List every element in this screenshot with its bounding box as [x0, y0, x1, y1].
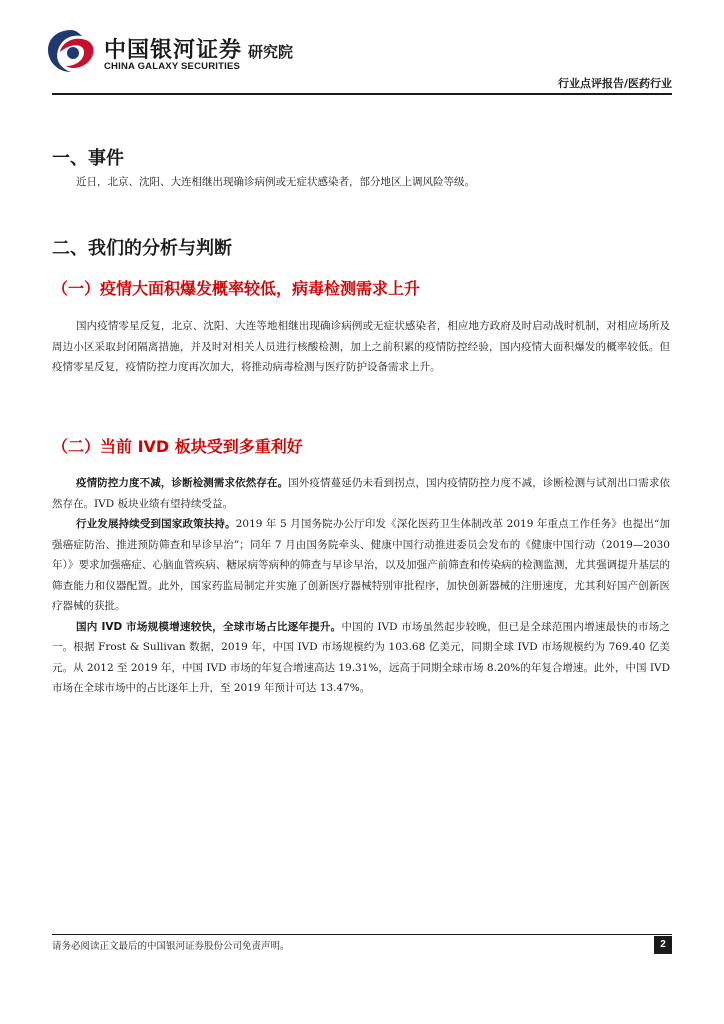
ivd-paragraph-3-text: 中国的 IVD 市场虽然起步较晚，但已是全球范围内增速最快的市场之一。根据 Frost & Sullivan 数据，2019 年，中国 IVD 市场规模约为 103.68 亿美元，同期全球 IVD 市场规模约为 769.40 亿美元。从 2012 至 2019 年，中国 IVD 市场的年复合增速高达 19.31%，远高于同期全球市场 8.20%的年复合增速。此外，中国 IVD 市场在全球市场中的占比逐年上升，至 2019 年预计可达 13.47%。 [52, 620, 670, 694]
ivd-paragraph-2 [52, 514, 670, 617]
ivd-paragraph-1-text: 国外疫情蔓延仍未看到拐点，国内疫情防控力度不减，诊断检测与试剂出口需求依然存在。IVD 板块业绩有望持续受益。 [52, 477, 671, 510]
ivd-paragraph-3-lead: 国内 IVD 市场规模增速较快，全球市场占比逐年提升。 [76, 620, 342, 633]
section-heading-event: 一、事件 [52, 148, 124, 169]
header-rule [52, 93, 672, 95]
page-header [0, 0, 724, 100]
footer-rule [52, 934, 672, 935]
event-paragraph: 近日，北京、沈阳、大连相继出现确诊病例或无症状感染者，部分地区上调风险等级。 [76, 176, 475, 188]
section-heading-analysis: 二、我们的分析与判断 [52, 238, 232, 259]
subsection-1-paragraph: 国内疫情零星反复，北京、沈阳、大连等地相继出现确诊病例或无症状感染者，相应地方政府及时启动战时机制，对相应场所及周边小区采取封闭隔离措施，并及时对相关人员进行核酸检测，加上之前积累的疫情防控经验，国内疫情大面积爆发的概率较低。但疫情零星反复，疫情防控力度再次加大，将推动病毒检测与医疗防护设备需求上升。 [52, 320, 670, 373]
ivd-paragraph-2-lead: 行业发展持续受到国家政策扶持。 [76, 518, 236, 530]
ivd-paragraph-3 [52, 617, 670, 699]
institute-label: 研究院 [248, 43, 294, 61]
subsection-heading-2: （二）当前 IVD 板块受到多重利好 [52, 437, 303, 456]
ivd-paragraph-2-text: 2019 年 5 月国务院办公厅印发《深化医药卫生体制改革 2019 年重点工作任务》也提出“加强癌症防治、推进预防筛查和早诊早治”；同年 7 月由国务院牵头、健康中国行动推进委员会发布的《健康中国行动（2019—2030 年）》要求加强癌症、心脑血管疾病、糖尿病等病种的筛查与早诊早治，以及加强产前筛查和传染病的检测监测，尤其强调提升基层的筛查能力和仪器配置。此外，国家药监局制定并实施了创新医疗器械特别审批程序，加快创新器械的注册速度，尤其利好国产创新医疗器械的获批。 [52, 518, 670, 612]
footer-disclaimer: 请务必阅读正文最后的中国银河证券股份公司免责声明。 [52, 941, 290, 952]
report-category: 行业点评报告/医药行业 [557, 77, 672, 90]
subsection-1-body [52, 316, 670, 378]
ivd-paragraph-1 [52, 473, 670, 514]
subsection-2-body [52, 473, 670, 699]
ivd-paragraph-1-lead: 疫情防控力度不减，诊断检测需求依然存在。 [76, 477, 289, 489]
subsection-heading-1: （一）疫情大面积爆发概率较低，病毒检测需求上升 [52, 279, 421, 298]
brand-name-cn: 中国银河证券 [104, 38, 243, 63]
page-number: 2 [654, 936, 672, 954]
china-galaxy-logo-icon [46, 28, 96, 74]
brand-name-en: CHINA GALAXY SECURITIES [104, 61, 241, 72]
